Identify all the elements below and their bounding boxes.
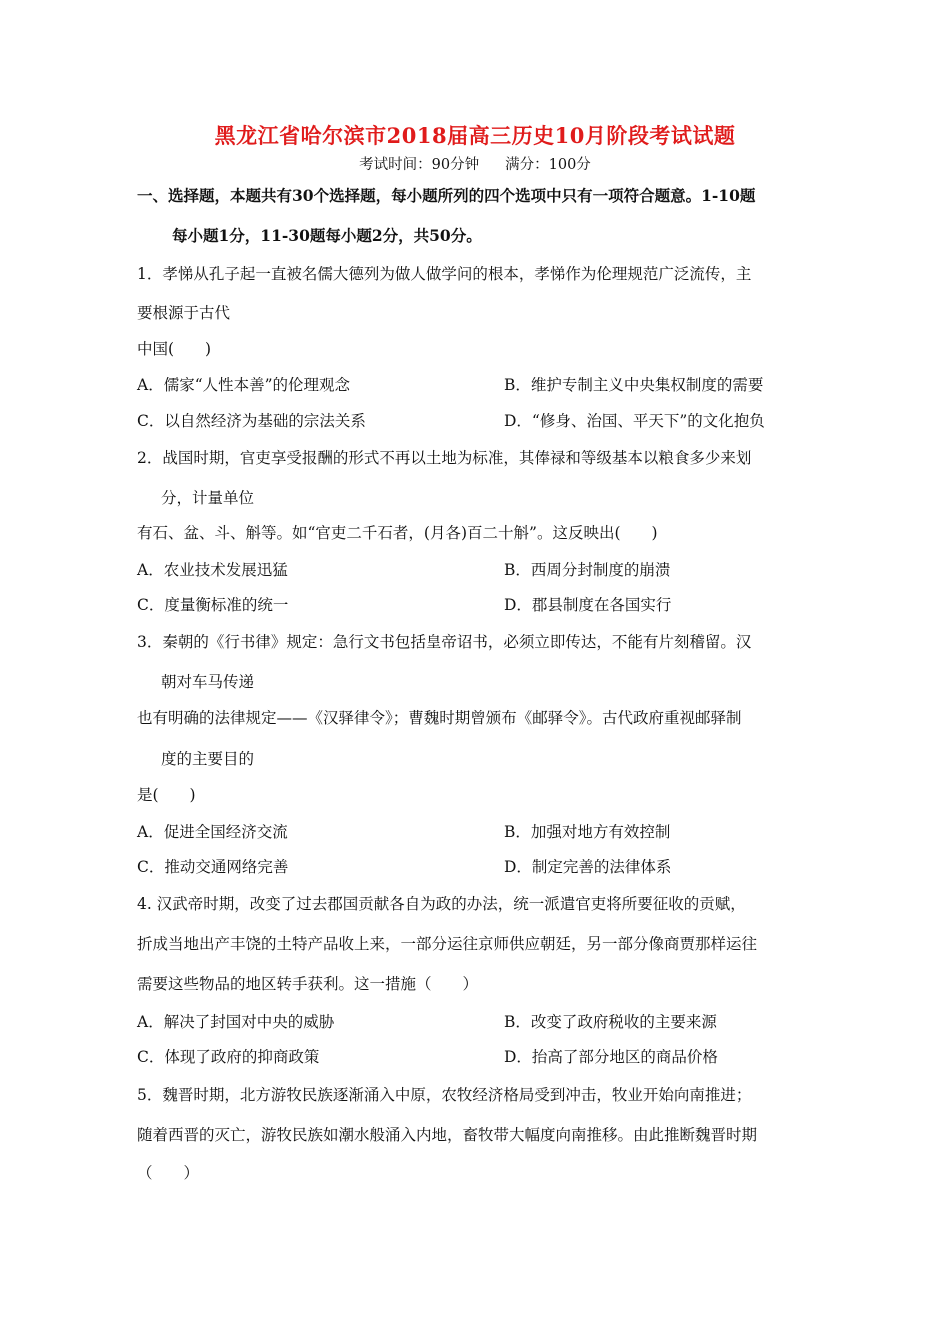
- question-5-line1: 5．魏晋时期，北方游牧民族逐渐涌入中原，农牧经济格局受到冲击，牧业开始向南推进；: [137, 1086, 752, 1104]
- question-2-option-a: A．农业技术发展迅猛: [137, 561, 288, 579]
- question-3-line5: 是( ): [137, 786, 196, 804]
- question-2-option-c: C．度量衡标准的统一: [137, 596, 289, 614]
- question-4-option-c: C．体现了政府的抑商政策: [137, 1048, 320, 1066]
- question-3-option-c: C．推动交通网络完善: [137, 858, 289, 876]
- question-1-option-d: D．“修身、治国、平天下”的文化抱负: [504, 412, 765, 430]
- question-5-line3: （ ）: [137, 1164, 200, 1182]
- question-4-option-a: A．解决了封国对中央的威胁: [137, 1013, 335, 1031]
- question-4-line2: 折成当地出产丰饶的土特产品收上来，一部分运往京师供应朝廷，另一部分像商贾那样运往: [137, 935, 758, 953]
- question-2-line2: 分，计量单位: [161, 489, 255, 507]
- question-3-line1: 3．秦朝的《行书律》规定：急行文书包括皇帝诏书，必须立即传达，不能有片刻稽留。汉: [137, 633, 752, 651]
- question-4-line3: 需要这些物品的地区转手获利。这一措施（ ）: [137, 975, 479, 993]
- question-4-line1: 4. 汉武帝时期，改变了过去郡国贡献各自为政的办法，统一派遣官吏将所要征收的贡赋，: [137, 895, 746, 913]
- question-2-line1: 2．战国时期，官吏享受报酬的形式不再以土地为标准，其俸禄和等级基本以粮食多少来划: [137, 449, 752, 467]
- question-1-line2: 要根源于古代: [137, 304, 231, 322]
- question-3-line3: 也有明确的法律规定——《汉驿律令》；曹魏时期曾颁布《邮驿令》。古代政府重视邮驿制: [137, 709, 742, 727]
- question-3-option-b: B．加强对地方有效控制: [504, 823, 671, 841]
- question-1-option-b: B．维护专制主义中央集权制度的需要: [504, 376, 764, 394]
- exam-title: 黑龙江省哈尔滨市2018届高三历史10月阶段考试试题: [214, 123, 736, 148]
- question-4-option-d: D．抬高了部分地区的商品价格: [504, 1048, 718, 1066]
- question-1-line1: 1．孝悌从孔子起一直被名儒大德列为做人做学问的根本，孝悌作为伦理规范广泛流传，主: [137, 265, 752, 283]
- question-1-line3: 中国( ): [137, 340, 212, 358]
- question-2-line3: 有石、盆、斗、斛等。如“官吏二千石者，(月各)百二十斛”。这反映出( ): [137, 524, 658, 542]
- question-3-line4: 度的主要目的: [161, 750, 255, 768]
- question-1-option-a: A．儒家“人性本善”的伦理观念: [137, 376, 351, 394]
- question-2-option-d: D．郡县制度在各国实行: [504, 596, 672, 614]
- exam-time: 考试时间：90分钟: [359, 157, 480, 173]
- question-3-option-d: D．制定完善的法律体系: [504, 858, 672, 876]
- exam-info: [0, 153, 950, 174]
- section-instructions-line2: 每小题1分，11-30题每小题2分，共50分。: [172, 226, 482, 245]
- question-3-option-a: A．促进全国经济交流: [137, 823, 288, 841]
- question-3-line2: 朝对车马传递: [161, 673, 255, 691]
- question-2-option-b: B．西周分封制度的崩溃: [504, 561, 671, 579]
- section-instructions-line1: 一、选择题，本题共有30个选择题，每小题所列的四个选项中只有一项符合题意。1-10题: [137, 186, 756, 205]
- question-4-option-b: B．改变了政府税收的主要来源: [504, 1013, 717, 1031]
- question-1-option-c: C．以自然经济为基础的宗法关系: [137, 412, 366, 430]
- exam-score: 满分：100分: [505, 157, 591, 173]
- question-5-line2: 随着西晋的灭亡，游牧民族如潮水般涌入内地，畜牧带大幅度向南推移。由此推断魏晋时期: [137, 1126, 758, 1144]
